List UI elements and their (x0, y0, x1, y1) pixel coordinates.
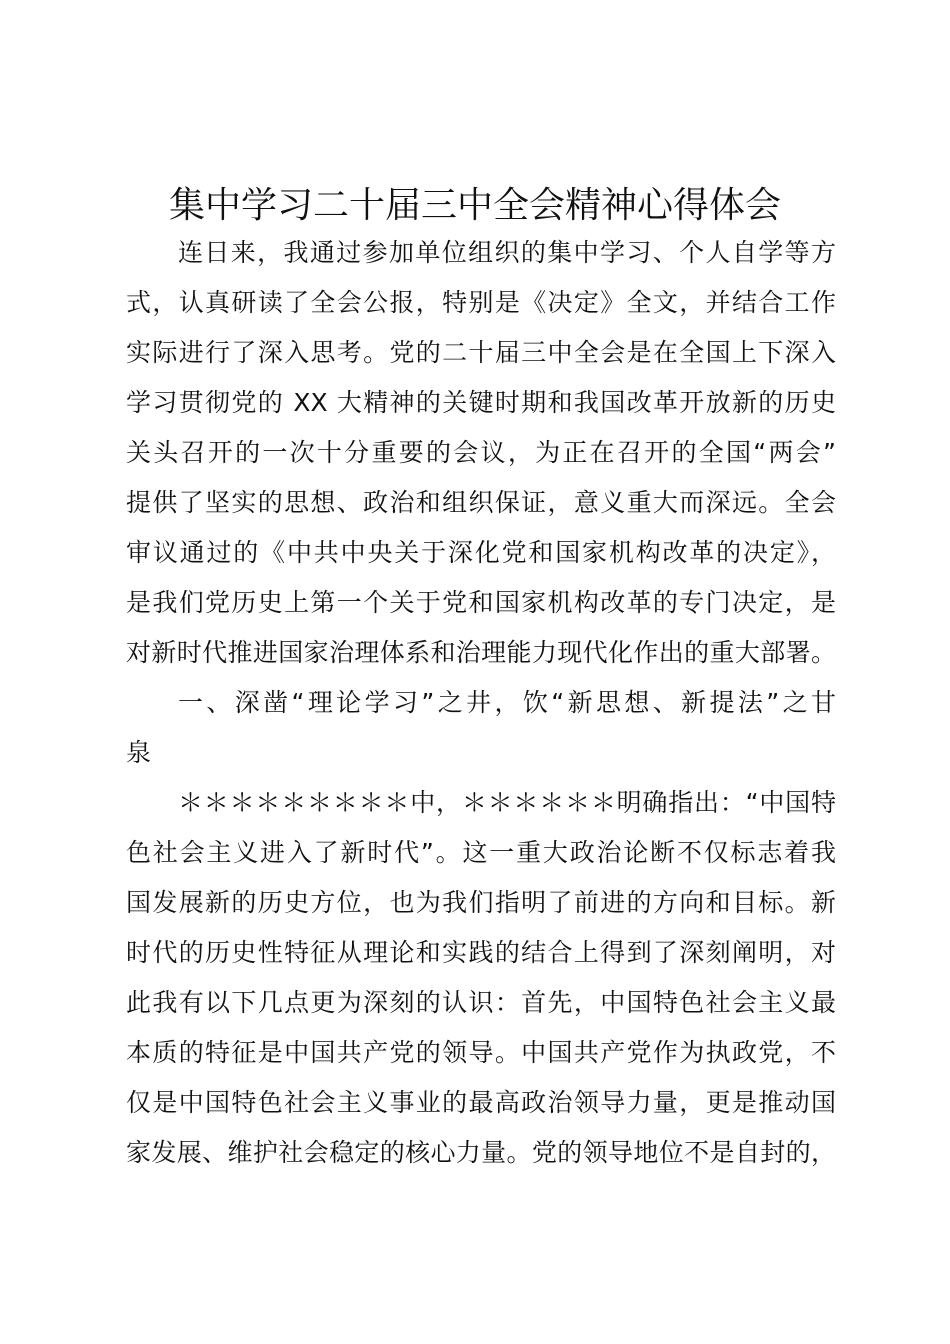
section-heading-line-2: 泉 (126, 738, 152, 767)
document-body (126, 228, 836, 1178)
section-heading-line-1: 一、深凿“理论学习”之井，饮“新思想、新提法”之甘 (178, 688, 836, 717)
paragraph-1-line-5: 关头召开的一次十分重要的会议，为正在召开的全国“两会” (126, 438, 836, 467)
paragraph-1-line-1: 连日来，我通过参加单位组织的集中学习、个人自学等方 (178, 238, 836, 267)
paragraph-2-line-4: 时代的历史性特征从理论和实践的结合上得到了深刻阐明，对 (126, 938, 836, 967)
paragraph-1-line-7: 审议通过的《中共中央关于深化党和国家机构改革的决定》， (126, 538, 836, 567)
paragraph-1-line-8: 是我们党历史上第一个关于党和国家机构改革的专门决定，是 (126, 588, 836, 617)
paragraph-2-line-3: 国发展新的历史方位，也为我们指明了前进的方向和目标。新 (126, 888, 836, 917)
paragraph-1-line-4: 学习贯彻党的 XX 大精神的关键时期和我国改革开放新的历史 (126, 388, 836, 417)
paragraph-2-line-8: 家发展、维护社会稳定的核心力量。党的领导地位不是自封的， (126, 1138, 836, 1167)
paragraph-2-line-2: 色社会主义进入了新时代”。这一重大政治论断不仅标志着我 (126, 838, 836, 867)
paragraph-1-line-3: 实际进行了深入思考。党的二十届三中全会是在全国上下深入 (126, 338, 836, 367)
paragraph-1-line-2: 式，认真研读了全会公报，特别是《决定》全文，并结合工作 (126, 288, 836, 317)
paragraph-1-line-6: 提供了坚实的思想、政治和组织保证，意义重大而深远。全会 (126, 488, 836, 517)
paragraph-2-line-7: 仅是中国特色社会主义事业的最高政治领导力量，更是推动国 (126, 1088, 836, 1117)
document-title: 集中学习二十届三中全会精神心得体会 (168, 185, 781, 226)
paragraph-2-line-1: ＊＊＊＊＊＊＊＊＊中，＊＊＊＊＊＊明确指出：“中国特 (178, 788, 836, 817)
paragraph-2-line-6: 本质的特征是中国共产党的领导。中国共产党作为执政党，不 (126, 1038, 836, 1067)
paragraph-2-line-5: 此我有以下几点更为深刻的认识：首先，中国特色社会主义最 (126, 988, 836, 1017)
paragraph-1-line-9: 对新时代推进国家治理体系和治理能力现代化作出的重大部署。 (126, 638, 836, 667)
